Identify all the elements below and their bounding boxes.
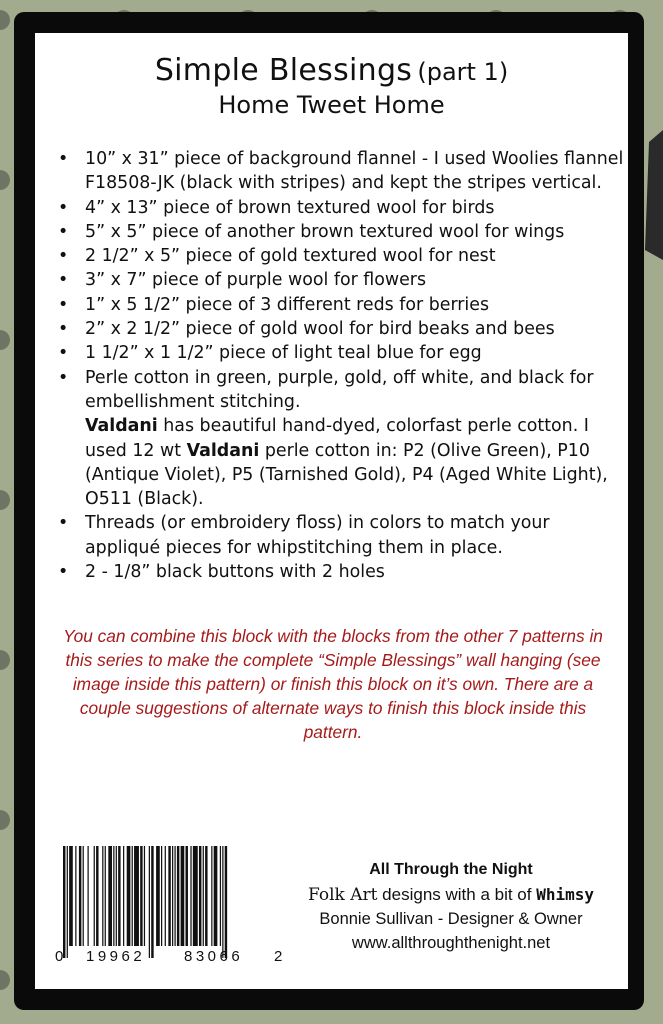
barcode-digit-right: 2	[274, 948, 283, 965]
barcode-digits-2: 83066	[184, 948, 244, 965]
polka-dot	[0, 490, 10, 510]
polka-dot	[0, 970, 10, 990]
list-item: • 2” x 2 1/2” piece of gold wool for bird beaks and bees	[58, 319, 555, 340]
polka-dot	[0, 330, 10, 350]
list-item: • 2 - 1/8” black buttons with 2 holes	[58, 562, 385, 583]
pattern-back-panel	[35, 33, 628, 989]
list-item: • Threads (or embroidery floss) in colors to match your appliqué pieces for whipstitching them in place.	[58, 513, 550, 558]
title-main: Simple Blessings	[154, 53, 413, 88]
pattern-subtitle: Home Tweet Home	[218, 91, 445, 119]
polka-dot	[0, 810, 10, 830]
barcode-digit-left: 0	[55, 948, 64, 965]
list-item: • 3” x 7” piece of purple wool for flowers	[58, 270, 427, 291]
company-name: All Through the Night	[369, 861, 533, 878]
list-item: • Perle cotton in green, purple, gold, off white, and black for embellishment stitching. Valdani has beautiful hand-dyed, colorfast perle cotton. I used 12 wt Valdani perle cotton in: P2 (Olive Green), P10 (Antique Violet), P5 (Tarnished Gold), P4 (Aged White Light), O511 (Black).	[56, 366, 626, 512]
company-owner: Bonnie Sullivan - Designer & Owner	[319, 910, 583, 928]
company-website: www.allthroughthenight.net	[351, 934, 551, 952]
polka-dot	[0, 10, 10, 30]
pattern-title	[35, 53, 628, 88]
list-item: • 2 1/2” x 5” piece of gold textured wool for nest	[58, 246, 496, 267]
list-item: • 10” x 31” piece of background flannel - I used Woolies flannel F18508-JK (black with stripes) and kept the stripes vertical.	[58, 149, 624, 194]
polka-dot	[0, 650, 10, 670]
list-item: • 5” x 5” piece of another brown textured wool for wings	[58, 221, 565, 242]
title-part: (part 1)	[417, 58, 509, 86]
list-item: • 4” x 13” piece of brown textured wool for birds	[58, 197, 495, 218]
company-tagline: Folk Art designs with a bit of Whimsy	[307, 885, 595, 905]
supply-list	[56, 147, 626, 584]
company-info	[292, 857, 610, 955]
polka-dot	[0, 170, 10, 190]
list-item: • 1” x 5 1/2” piece of 3 different reds for berries	[58, 294, 490, 315]
barcode-digits-1: 19962	[86, 948, 146, 965]
valdani-note: Valdani has beautiful hand-dyed, colorfast perle cotton. I used 12 wt Valdani perle cotton in: P2 (Olive Green), P10 (Antique Violet), P5 (Tarnished Gold), P4 (Aged White Light), O511 (Black).	[85, 416, 608, 510]
series-note: You can combine this block with the blocks from the other 7 patterns in this series to make the complete “Simple Blessings” wall hanging (see image inside this pattern) or finish this block on it’s own. There are a couple suggestions of alternate ways to finish this block inside this pattern.	[63, 626, 603, 742]
list-item: • 1 1/2” x 1 1/2” piece of light teal blue for egg	[58, 343, 482, 364]
right-edge-photo-fragment	[645, 130, 663, 260]
